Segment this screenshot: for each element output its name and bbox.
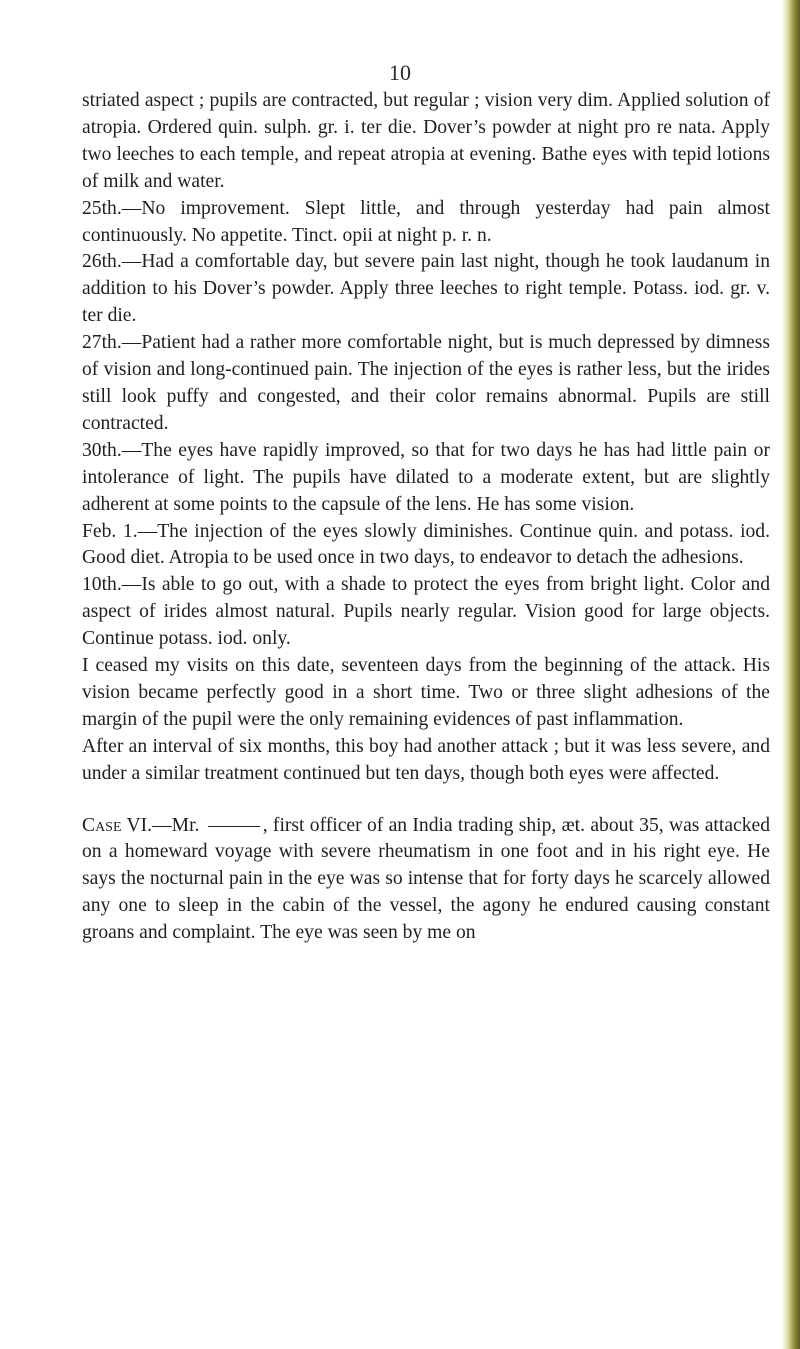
paragraph-8: I ceased my visits on this date, seventeen days from the beginning of the attack. His vision became perfectly good in a short time. Two or three slight adhesions of the margin of the pupil were the only remaining evidences of past inflammation. <box>82 655 770 730</box>
paragraph-5: 30th.—The eyes have rapidly improved, so that for two days he has had little pain or intolerance of light. The pupils have dilated to a moderate extent, but are slightly adherent at some points to the capsule of the lens. He has some vision. <box>82 439 770 515</box>
case-text: , first officer of an India trading ship, æt. about 35, was attacked on a homeward voyage with severe rheumatism in one foot and in his right eye. He says the nocturnal pain in the eye was so intense that for forty days he scarcely allowed any one to sleep in the cabin of the vessel, the agony he endured causing constant groans and complaint. The eye was seen by me on <box>82 814 770 944</box>
paragraph-4: 27th.—Patient had a rather more comfortable night, but is much depressed by dimness of vision and long-continued pain. The injection of the eyes is rather less, but the irides still look puffy and congested, and their color remains abnormal. Pupils are still contracted. <box>82 332 770 434</box>
paragraph-2: 25th.—No improvement. Slept little, and through yesterday had pain almost continuously. No appetite. Tinct. opii at night p. r. n. <box>82 197 770 246</box>
page-number: 10 <box>389 60 411 85</box>
case-label: Case VI. <box>82 814 153 836</box>
case-paragraph <box>82 813 770 948</box>
paragraph-3: 26th.—Had a comfortable day, but severe pain last night, though he took laudanum in addition to his Dover’s powder. Apply three leeches to right temple. Potass. iod. gr. v. ter die. <box>82 251 770 327</box>
paragraph-6: Feb. 1.—The injection of the eyes slowly diminishes. Continue quin. and potass. iod. Good diet. Atropia to be used once in two days, to endeavor to detach the adhesions. <box>82 520 770 569</box>
paragraph-9: After an interval of six months, this boy had another attack ; but it was less severe, and under a similar treatment continued but ten days, though both eyes were affected. <box>82 735 770 784</box>
text-column <box>82 88 770 947</box>
name-blank <box>208 826 260 827</box>
paragraph-7: 10th.—Is able to go out, with a shade to protect the eyes from bright light. Color and aspect of irides almost natural. Pupils nearly regular. Vision good for large objects. Continue potass. iod. only. <box>82 574 770 650</box>
page-edge <box>782 0 800 1349</box>
case-prefix: —Mr. <box>152 814 205 836</box>
paragraph-1: striated aspect ; pupils are contracted, but regular ; vision very dim. Applied solution of atropia. Ordered quin. sulph. gr. i. ter die. Dover’s powder at night pro re nata. Apply two leeches to each temple, and repeat atropia at evening. Bathe eyes with tepid lotions of milk and water. <box>82 90 770 192</box>
